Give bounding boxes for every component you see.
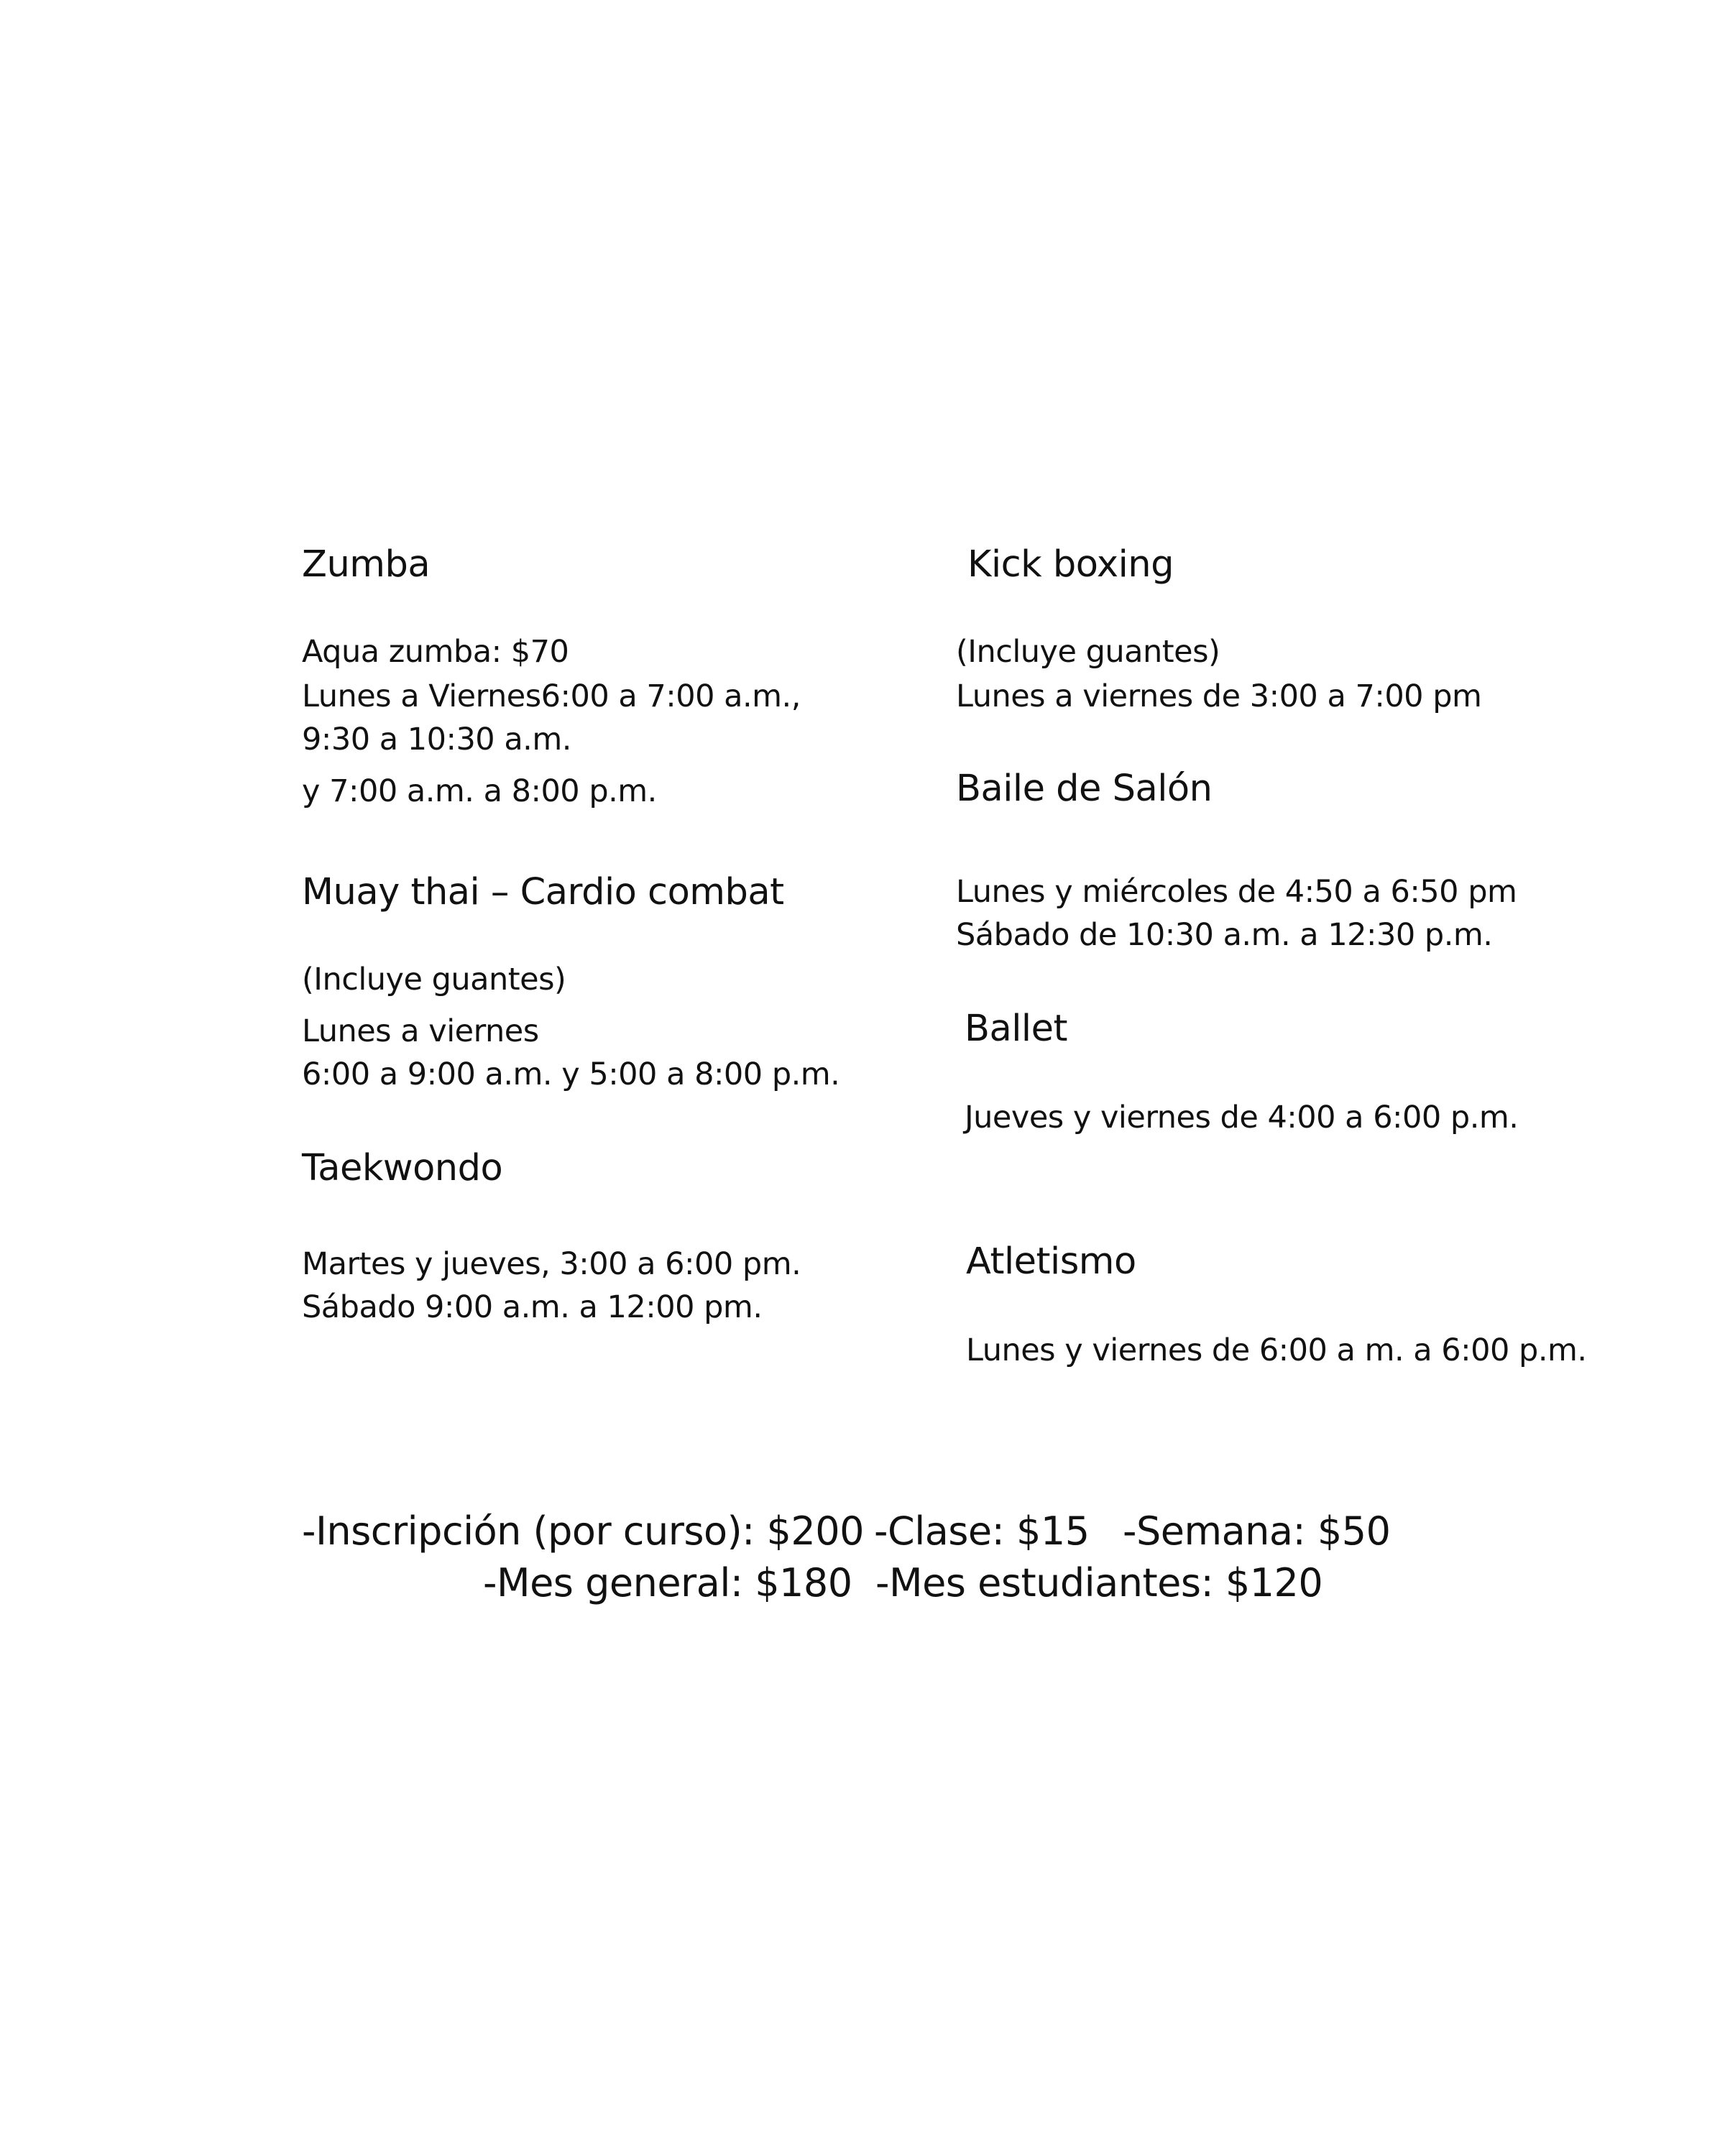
kick-boxing-line-schedule: Lunes a viernes de 3:00 a 7:00 pm xyxy=(956,678,1482,714)
baile-salon-line-weekdays: Lunes y miércoles de 4:50 a 6:50 pm xyxy=(956,874,1517,910)
baile-salon-line-saturday: Sábado de 10:30 a.m. a 12:30 p.m. xyxy=(956,917,1493,953)
muay-thai-line-hours: 6:00 a 9:00 a.m. y 5:00 a 8:00 p.m. xyxy=(302,1056,840,1092)
price-mes-estudiantes: -Mes estudiantes: $120 xyxy=(875,1560,1323,1606)
taekwondo-line-saturday: Sábado 9:00 a.m. a 12:00 pm. xyxy=(302,1289,763,1325)
section-title-kick-boxing: Kick boxing xyxy=(967,543,1174,586)
section-title-baile-salon: Baile de Salón xyxy=(956,768,1213,810)
taekwondo-line-weekdays: Martes y jueves, 3:00 a 6:00 pm. xyxy=(302,1246,801,1282)
muay-thai-line-note: (Incluye guantes) xyxy=(302,962,566,998)
zumba-line-price: Aqua zumba: $70 xyxy=(302,634,569,670)
kick-boxing-line-note: (Incluye guantes) xyxy=(956,634,1220,670)
section-title-taekwondo: Taekwondo xyxy=(302,1147,503,1189)
muay-thai-line-days: Lunes a viernes xyxy=(302,1013,539,1049)
section-title-muay-thai: Muay thai – Cardio combat xyxy=(302,871,784,913)
section-title-ballet: Ballet xyxy=(965,1008,1067,1050)
price-semana: -Semana: $50 xyxy=(1123,1508,1391,1554)
zumba-line-schedule-2: 9:30 a 10:30 a.m. xyxy=(302,722,571,757)
price-mes-general: -Mes general: $180 xyxy=(483,1560,852,1606)
price-clase: -Clase: $15 xyxy=(874,1508,1090,1554)
zumba-line-schedule-1: Lunes a Viernes6:00 a 7:00 a.m., xyxy=(302,678,801,714)
price-inscripcion: -Inscripción (por curso): $200 xyxy=(302,1508,864,1554)
zumba-line-schedule-3: y 7:00 a.m. a 8:00 p.m. xyxy=(302,773,657,809)
section-title-zumba: Zumba xyxy=(302,543,431,586)
ballet-line-schedule: Jueves y viernes de 4:00 a 6:00 p.m. xyxy=(965,1100,1519,1135)
section-title-atletismo: Atletismo xyxy=(966,1240,1136,1283)
atletismo-line-schedule: Lunes y viernes de 6:00 a m. a 6:00 p.m. xyxy=(966,1332,1587,1368)
